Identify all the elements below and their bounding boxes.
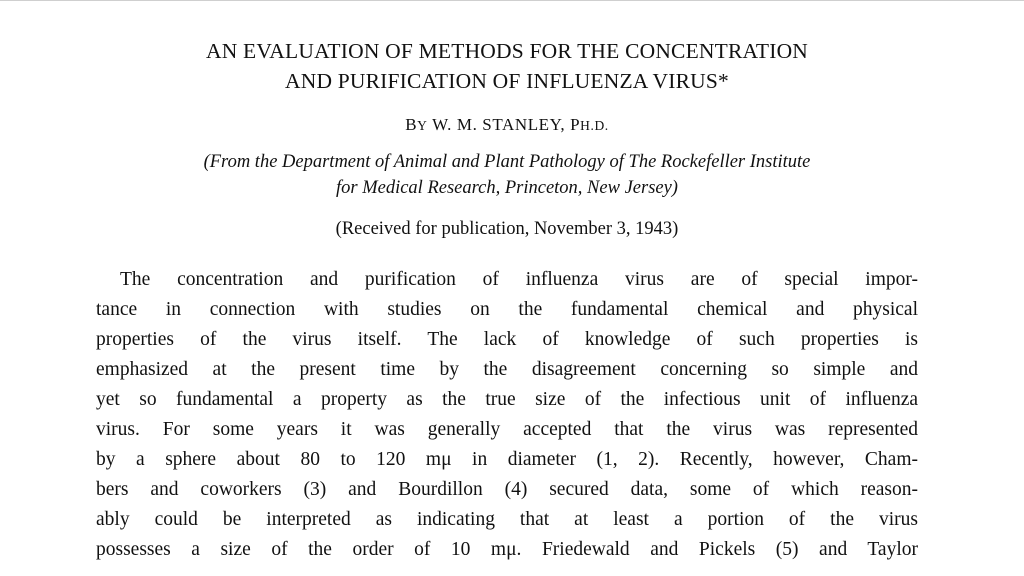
body-line: virus. For some years it was generally accepted that the virus was represented [96,419,918,440]
affiliation-line-2: for Medical Research, Princeton, New Jersey) [336,178,678,198]
degree-cap: P [570,115,581,134]
body-paragraph [96,265,918,565]
body-line: ably could be interpreted as indicating that at least a portion of the virus [96,509,918,530]
body-line: emphasized at the present time by the disagreement concerning so simple and [96,359,918,380]
body-line: yet so fundamental a property as the true size of the infectious unit of influenza [96,389,918,410]
paper-title [96,36,918,96]
body-line: properties of the virus itself. The lack of knowledge of such properties is [96,329,918,350]
title-line-1: AN EVALUATION OF METHODS FOR THE CONCENTRATION [205,39,809,63]
title-line-2: AND PURIFICATION OF INFLUENZA VIRUS* [284,69,729,93]
author-name: W. M. STANLEY, [432,115,566,134]
degree-small: H.D. [580,118,609,133]
body-line: tance in connection with studies on the fundamental chemical and physical [96,299,918,320]
paper-page [96,36,918,565]
page-top-border [0,0,1024,1]
body-line: possesses a size of the order of 10 mμ. Friedewald and Pickels (5) and Taylor [96,539,918,560]
author-byline [96,113,918,138]
body-line: bers and coworkers (3) and Bourdillon (4) secured data, some of which reason- [96,479,918,500]
byline-prefix-small: Y [417,118,428,133]
affiliation [96,149,918,201]
affiliation-line-1: (From the Department of Animal and Plant Pathology of The Rockefeller Institute [203,152,811,172]
byline-prefix-cap: B [405,115,418,134]
received-date: (Received for publication, November 3, 1943) [335,219,679,239]
body-line: by a sphere about 80 to 120 mμ in diameter (1, 2). Recently, however, Cham- [96,449,918,470]
body-line: The concentration and purification of influenza virus are of special impor- [120,269,918,290]
